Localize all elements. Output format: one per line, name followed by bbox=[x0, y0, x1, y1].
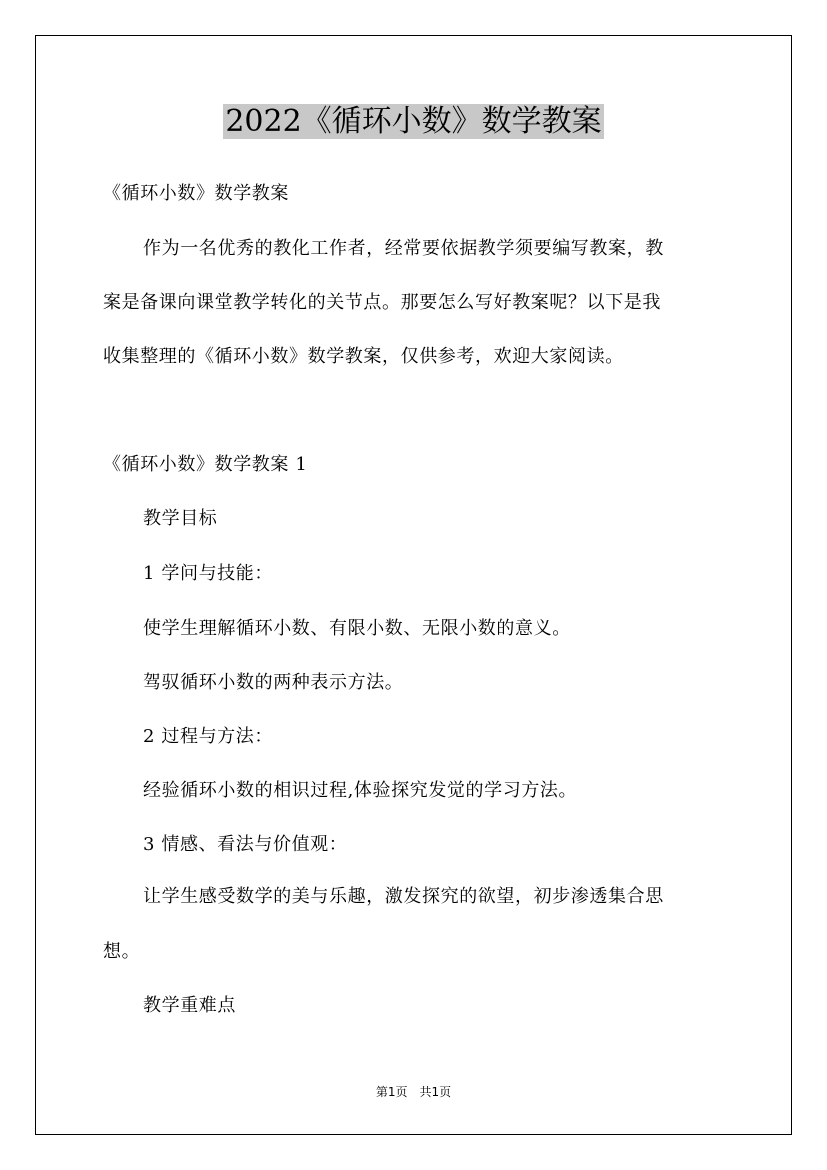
intro-line-3: 收集整理的《循环小数》数学教案，仅供参考，欢迎大家阅读。 bbox=[103, 346, 624, 367]
page-footer: 第1页 共1页 bbox=[375, 1085, 452, 1099]
document-title bbox=[0, 100, 827, 144]
key-difficulties-heading: 教学重难点 bbox=[143, 995, 236, 1016]
section-heading: 《循环小数》数学教案 1 bbox=[103, 454, 308, 475]
intro-line-2: 案是备课向课堂教学转化的关节点。那要怎么写好教案呢？以下是我 bbox=[103, 292, 661, 313]
objective-1-line-2: 驾驭循环小数的两种表示方法。 bbox=[143, 672, 404, 693]
objective-3-heading: 3 情感、看法与价值观： bbox=[143, 834, 348, 855]
objective-1-heading: 1 学问与技能： bbox=[143, 563, 273, 584]
objective-2-line-1: 经验循环小数的相识过程,体验探究发觉的学习方法。 bbox=[143, 780, 578, 801]
intro-line-1: 作为一名优秀的教化工作者，经常要依据教学须要编写教案，教 bbox=[143, 238, 664, 259]
document-title-text: 2022《循环小数》数学教案 bbox=[225, 104, 602, 139]
document-subtitle: 《循环小数》数学教案 bbox=[103, 183, 289, 204]
objectives-heading: 教学目标 bbox=[143, 508, 218, 529]
objective-3-line-1: 让学生感受数学的美与乐趣，激发探究的欲望，初步渗透集合思 bbox=[143, 886, 664, 907]
objective-1-line-1: 使学生理解循环小数、有限小数、无限小数的意义。 bbox=[143, 618, 571, 639]
objective-2-heading: 2 过程与方法： bbox=[143, 726, 273, 747]
objective-3-line-2: 想。 bbox=[103, 941, 141, 962]
